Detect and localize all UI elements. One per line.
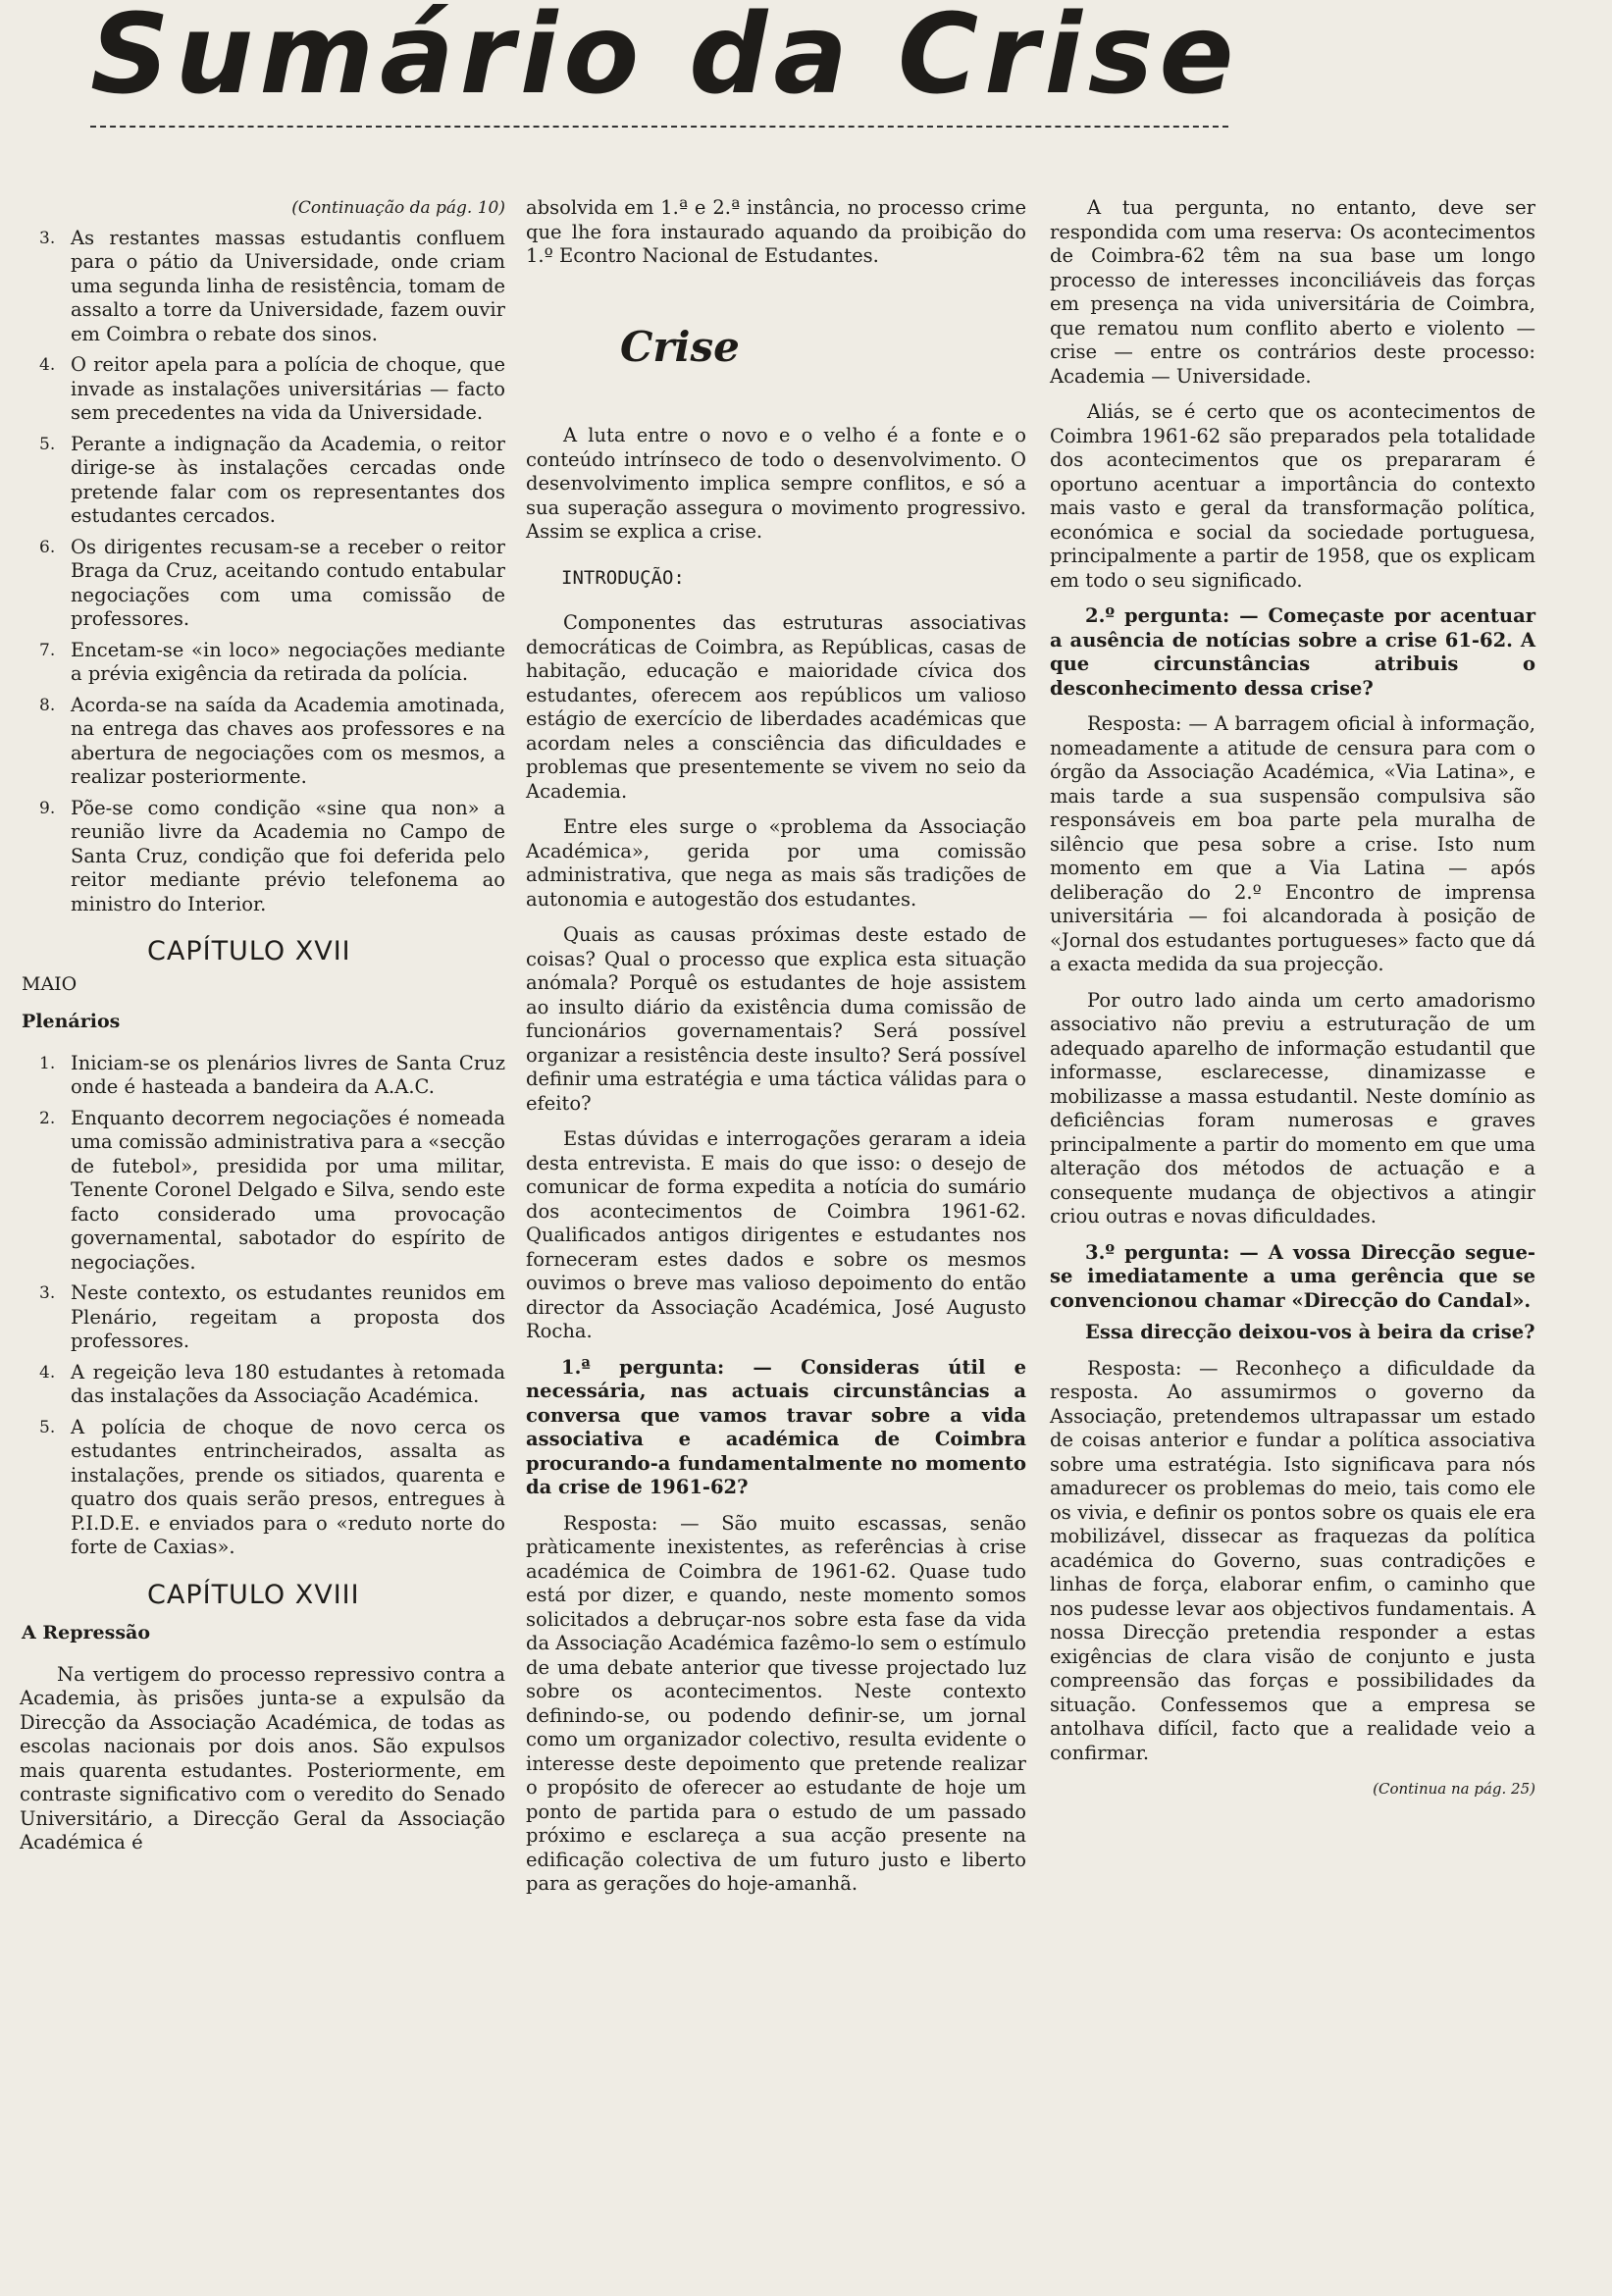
paragraph: Quais as causas próximas deste estado de coisas? Qual o processo que explica esta situação anómala? Porquê os estudantes de hoje assistem ao insulto diário da existência duma comissão de funcionários governamentais? Será possível organizar a resistência deste insulto? Será possível definir uma estratégia e uma táctica válidas para o efeito? bbox=[526, 923, 1026, 1115]
section-heading-introducao: INTRODUÇÃO: bbox=[561, 566, 685, 589]
list-item: 3. As restantes massas estudantis confluem para o pátio da Universidade, onde criam uma segunda linha de resistência, tomam de assalto a torre da Universidade, fazem ouvir em Coimbra o rebate dos sinos. bbox=[39, 226, 505, 345]
list-item: 9. Põe-se como condição «sine qua non» a reunião livre da Academia no Campo de Santa Cruz, condição que foi deferida pelo reitor mediante prévio telefonema ao ministro do Interior. bbox=[39, 796, 505, 915]
column-3 bbox=[1050, 196, 1535, 1801]
paragraph: Por outro lado ainda um certo amadorismo associativo não previu a estruturação de um adequado aparelho de informação estudantil que informasse, esclarecesse, dinamizasse e mobilizasse a massa estudantil. Neste domínio as deficiências foram numerosas e graves principalmente a partir do momento em que uma alteração dos métodos de actuação e a consequente mudança de objectivos a atingir criou outras e novas dificuldades. bbox=[1050, 988, 1535, 1227]
interview-question-2: 2.º pergunta: — Começaste por acentuar a ausência de notícias sobre a crise 61-62. A que circunstâncias atribuis o desconhecimento dessa crise? bbox=[1050, 604, 1535, 700]
interview-question-1: 1.ª pergunta: — Consideras útil e necessária, nas actuais circunstâncias a conversa que vamos travar sobre a vida associativa e académica de Coimbra procurando-a fundamentalmente no momento da crise de 1961-62? bbox=[526, 1355, 1026, 1498]
continuation-footer: (Continua na pág. 25) bbox=[1373, 1780, 1535, 1798]
list-items-a bbox=[20, 227, 505, 917]
paragraph: absolvida em 1.ª e 2.ª instância, no processo crime que lhe fora instaurado aquando da proibição do 1.º Econtro Nacional de Estudantes. bbox=[526, 196, 1026, 267]
list-item: 2. Enquanto decorrem negociações é nomeada uma comissão administrativa para a «secção de futebol», presidida por uma militar, Tenente Coronel Delgado e Silva, sendo este facto considerado uma provocação governamental, sabotador do espírito de negociações. bbox=[39, 1106, 505, 1274]
column-2 bbox=[526, 196, 1026, 1908]
list-item: 4. A regeição leva 180 estudantes à retomada das instalações da Associação Académica. bbox=[39, 1360, 505, 1407]
list-item: 5. A polícia de choque de novo cerca os estudantes entrincheirados, assalta as instalações, prende os sitiados, quarenta e quatro dos quais serão presos, entregues à P.I.D.E. e enviados para o «reduto norte do forte de Caxias». bbox=[39, 1415, 505, 1558]
list-item: 8. Acorda-se na saída da Academia amotinada, na entrega das chaves aos professores e na abertura de negociações com os mesmos, a realizar posteriormente. bbox=[39, 693, 505, 788]
interview-answer-1: Resposta: — São muito escassas, senão pràticamente inexistentes, as referências à crise académica de Coimbra de 1961-62. Quase tudo está por dizer, e quando, neste momento somos solicitados a debruçar-nos sobre esta fase da vida da Associação Académica fazêmo-lo sem o estímulo de uma debate anterior que tivesse projectado luz sobre os acontecimentos. Neste contexto definindo-se, ou podendo definir-se, um jornal como um organizador colectivo, resulta evidente o interesse deste depoimento que pretende realizar o propósito de oferecer ao estudante de hoje um ponto de partida para o estudo de um passado próximo e esclareça a sua acção presente na edificação colectiva de um futuro justo e liberto para as gerações do hoje-amanhã. bbox=[526, 1511, 1027, 1895]
month-label: MAIO bbox=[22, 972, 78, 995]
list-item: 6. Os dirigentes recusam-se a receber o reitor Braga da Cruz, aceitando contudo entabular negociações com uma comissão de professores. bbox=[39, 535, 505, 630]
interview-question-3-cont: Essa direcção deixou-vos à beira da crise? bbox=[1085, 1321, 1535, 1343]
continuation-note: (Continuação da pág. 10) bbox=[291, 198, 505, 218]
chapter-heading-17: CAPÍTULO XVII bbox=[147, 936, 351, 966]
section-heading-repressao: A Repressão bbox=[22, 1622, 150, 1644]
interview-question-3: 3.º pergunta: — A vossa Direcção segue-se imediatamente a uma gerência que se convencionou chamar «Direcção do Candal». bbox=[1050, 1240, 1535, 1312]
paragraph: Aliás, se é certo que os acontecimentos de Coimbra 1961-62 são preparados pela totalidade dos acontecimentos que os prepararam é oportuno acentuar a importância do contexto mais vasto e geral da transformação política, económica e social da sociedade portuguesa, principalmente a partir de 1958, que os explicam em todo o seu significado. bbox=[1050, 400, 1535, 592]
title-underline bbox=[90, 126, 1228, 128]
interview-answer-2: Resposta: — A barragem oficial à informação, nomeadamente a atitude de censura para com o órgão da Associação Académica, «Via Latina», e mais tarde a sua suspensão compulsiva são responsáveis em boa parte pela muralha de silêncio que pesa sobre a crise. Isto num momento em que a Via Latina — após deliberação do 2.º Encontro de imprensa universitária — foi alcandorada à posição de «Jornal dos estudantes portugueses» facto que dá a exacta medida da sua projecção. bbox=[1050, 712, 1535, 975]
paragraph: A luta entre o novo e o velho é a fonte e o conteúdo intrínseco de todo o desenvolvimento. O desenvolvimento implica sempre conflitos, e só a sua superação assegura o movimento progressivo. Assim se explica a crise. bbox=[526, 424, 1026, 543]
paragraph: Estas dúvidas e interrogações geraram a ideia desta entrevista. E mais do que isso: o desejo de comunicar de forma expedita a notícia do sumário dos acontecimentos de Coimbra 1961-62. Qualificados antigos dirigentes e estudantes nos forneceram estes dados e sobre os mesmos ouvimos o breve mas valioso depoimento do então director da Associação Académica, José Augusto Rocha. bbox=[526, 1127, 1026, 1342]
section-heading-crise: Crise bbox=[620, 322, 740, 371]
paragraph: A tua pergunta, no entanto, deve ser respondida com uma reserva: Os acontecimentos de Coimbra-62 têm na sua base um longo processo de interesses inconciliáveis das forças em presença na vida universitária de Coimbra, que rematou num conflito aberto e violento — crise — entre os contrários deste processo: Academia — Universidade. bbox=[1050, 196, 1535, 388]
list-item: 4. O reitor apela para a polícia de choque, que invade as instalações universitárias — facto sem precedentes na vida da Universidade. bbox=[39, 353, 505, 424]
column-1 bbox=[20, 196, 505, 1867]
list-item: 1. Iniciam-se os plenários livres de Santa Cruz onde é hasteada a bandeira da A.A.C. bbox=[39, 1051, 505, 1098]
page-title: Sumário da Crise bbox=[90, 0, 1240, 119]
chapter-heading-18: CAPÍTULO XVIII bbox=[147, 1579, 360, 1610]
interview-answer-3: Resposta: — Reconheço a dificuldade da resposta. Ao assumirmos o governo da Associação, pretendemos ultrapassar um estado de coisas anterior e fundar a política associativa sobre uma estratégia. Isto significava para nós amadurecer os problemas do meio, tais como ele os vivia, e definir os pontos sobre os quais ele era mobilizável, dissecar as fraquezas da política académica do Governo, suas contradições e linhas de força, elaborar enfim, o caminho que nos pudesse levar aos objectivos fundamentais. A nossa Direcção pretendia responder a estas exigências de clara visão de conjunto e justa compreensão das forças e possibilidades da situação. Confessemos que a empresa se antolhava difícil, facto que a realidade veio a confirmar. bbox=[1050, 1356, 1535, 1764]
paragraph: Componentes das estruturas associativas democráticas de Coimbra, as Repúblicas, casas de habitação, educação e maioridade cívica dos estudantes, oferecem aos repúblicos um valioso estágio de exercício de liberdades académicas que acordam neles a consciência das dificuldades e problemas que presentemente se vivem no seio da Academia. bbox=[526, 611, 1026, 803]
paragraph: Na vertigem do processo repressivo contra a Academia, às prisões junta-se a expulsão da Direcção da Associação Académica, de todas as escolas nacionais por dois anos. São expulsos mais quarenta estudantes. Posteriormente, em contraste significativo com o veredito do Senado Universitário, a Direcção Geral da Associação Académica é bbox=[20, 1662, 505, 1853]
paragraph: Entre eles surge o «problema da Associação Académica», gerida por uma comissão administrativa, que nega as mais sãs tradições de autonomia e autogestão dos estudantes. bbox=[526, 815, 1026, 911]
list-items-b bbox=[20, 1052, 505, 1560]
list-item: 3. Neste contexto, os estudantes reunidos em Plenário, regeitam a proposta dos professores. bbox=[39, 1281, 505, 1352]
list-item: 7. Encetam-se «in loco» negociações mediante a prévia exigência da retirada da polícia. bbox=[39, 638, 505, 685]
list-item: 5. Perante a indignação da Academia, o reitor dirige-se às instalações cercadas onde pretende falar com os representantes dos estudantes cercados. bbox=[39, 432, 505, 527]
section-heading-plenarios: Plenários bbox=[22, 1011, 121, 1032]
